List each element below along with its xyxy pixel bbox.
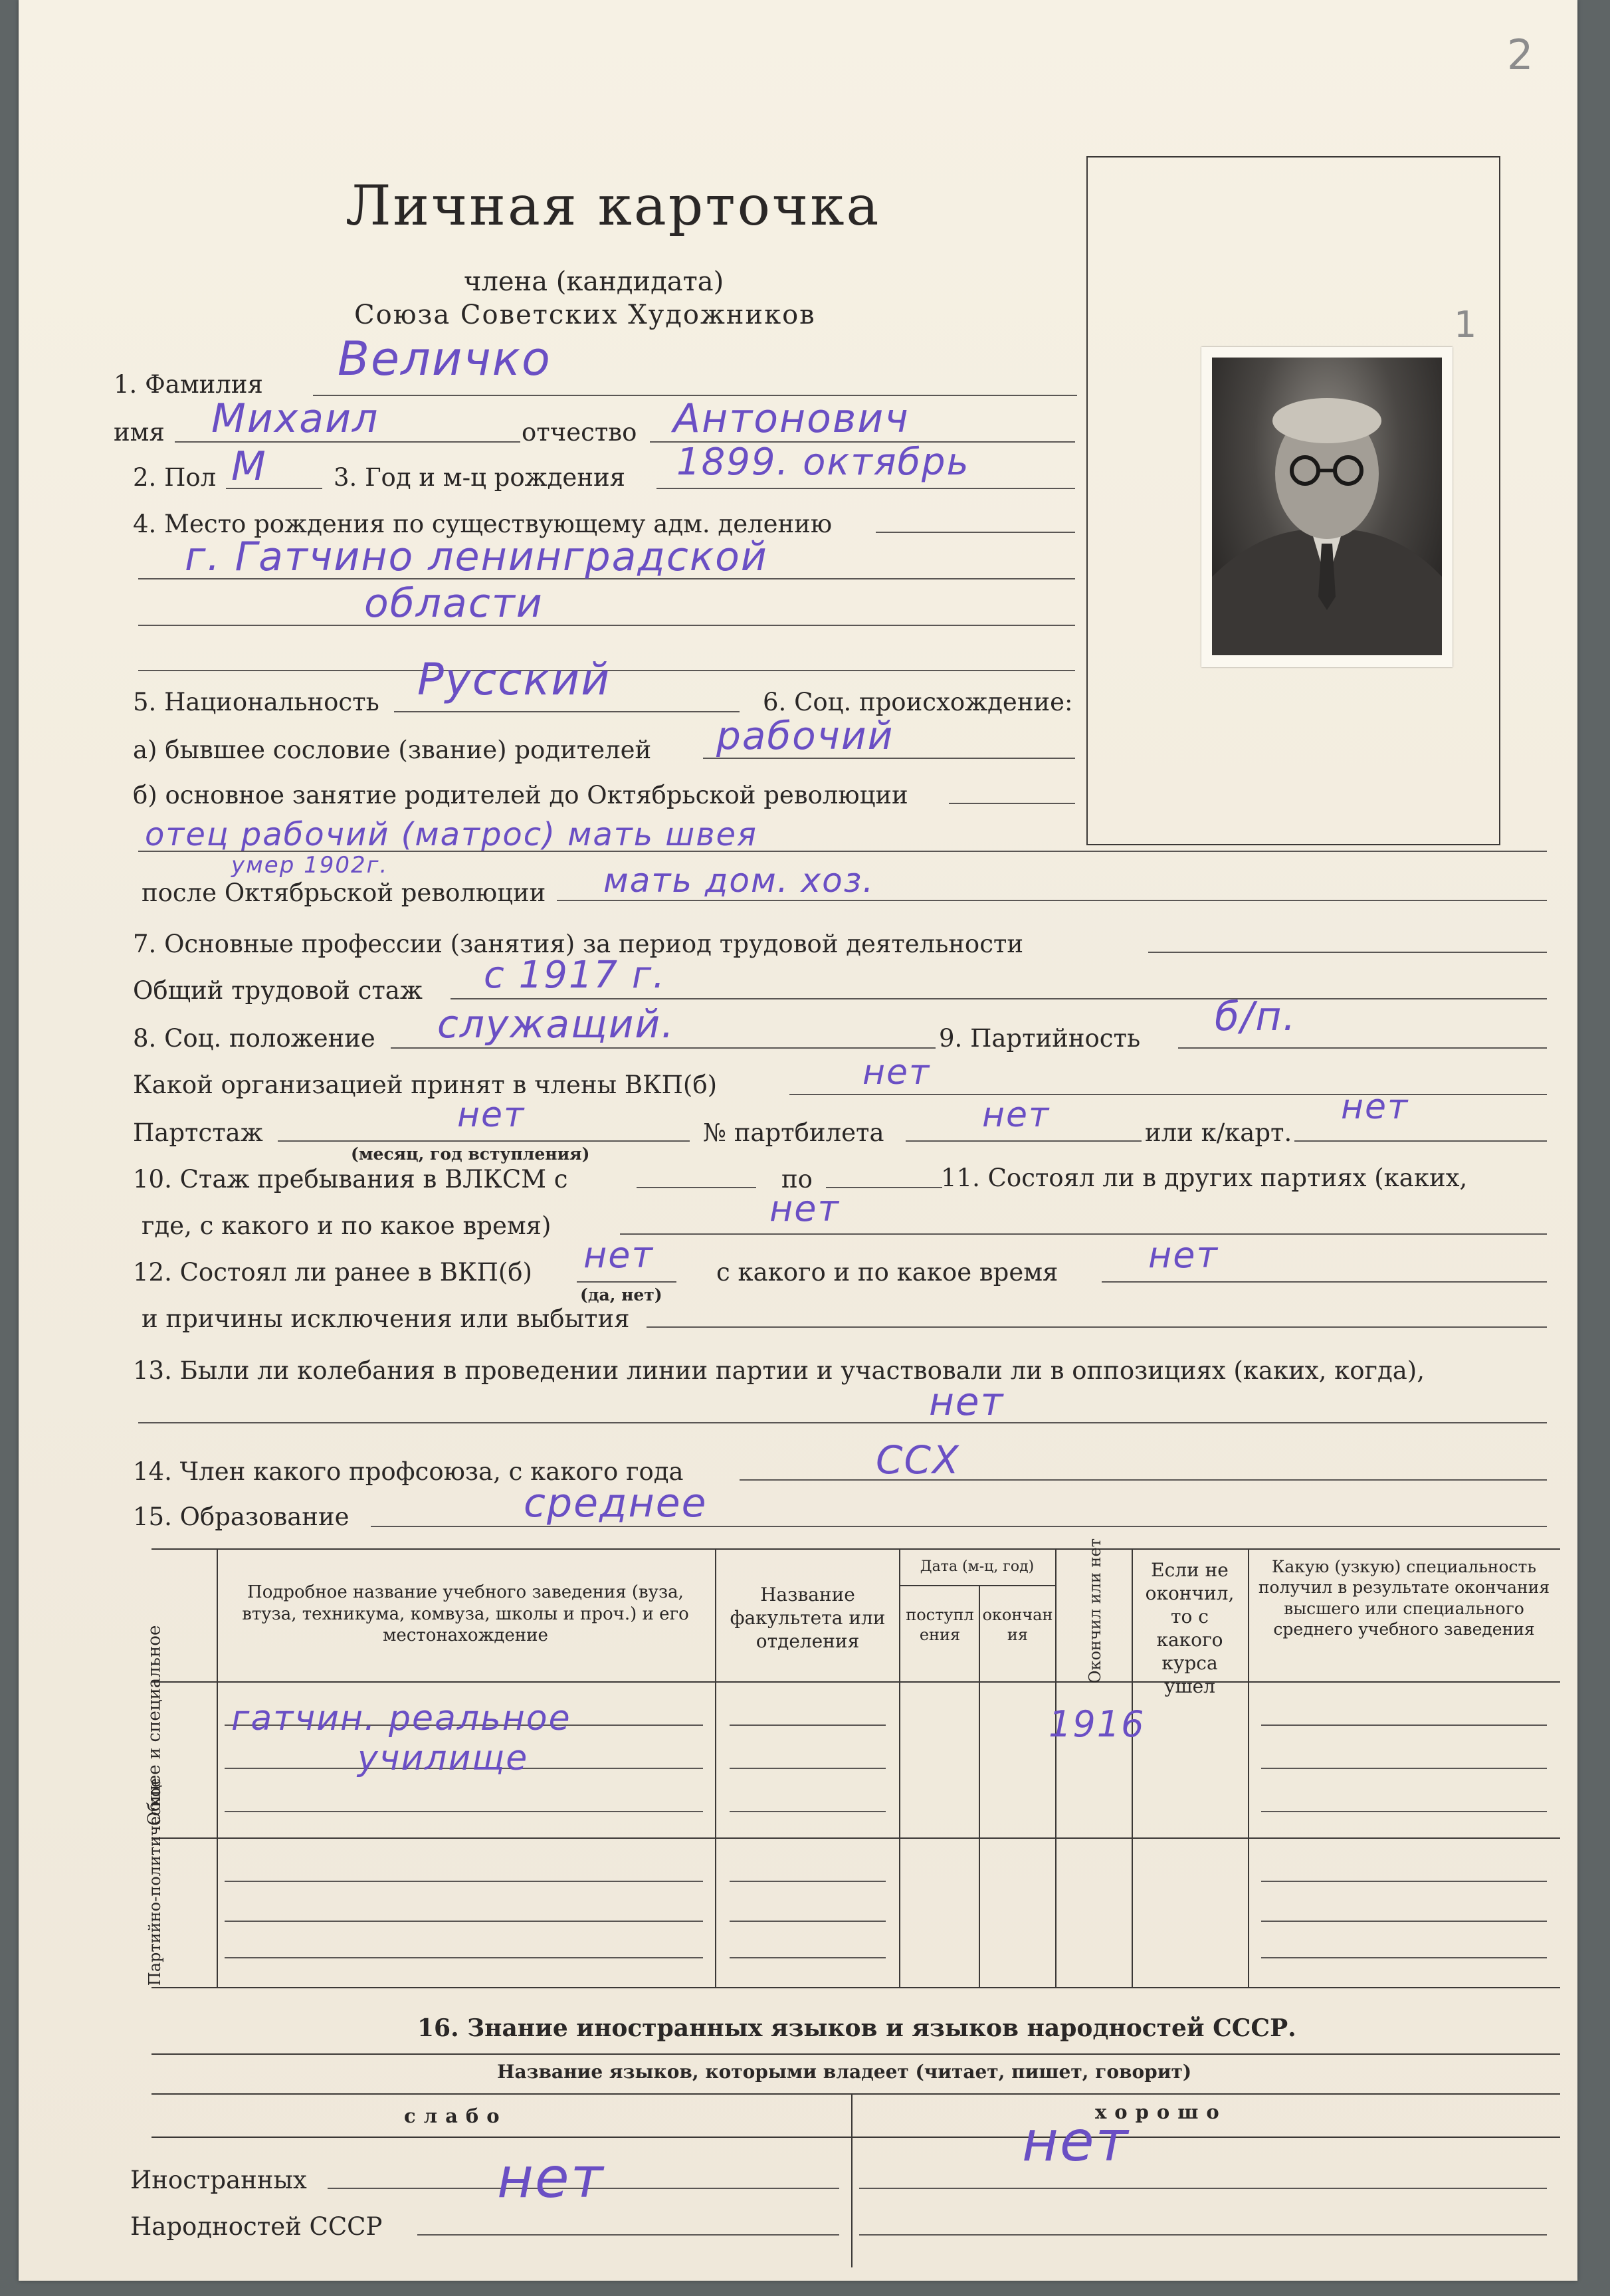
other-parties-label: 11. Состоял ли в других партиях (каких, bbox=[941, 1164, 1468, 1192]
earlier-when-value: нет bbox=[1148, 1234, 1219, 1276]
earlier-value: нет bbox=[583, 1234, 654, 1276]
row-general-label: Общее и специальное bbox=[144, 1625, 165, 1826]
birth-value: 1899. октябрь bbox=[676, 441, 970, 484]
languages-good-value: нет bbox=[1022, 2109, 1130, 2174]
col-entry: поступления bbox=[906, 1606, 974, 1644]
occupation-before-value: отец рабочий (матрос) мать швея bbox=[145, 816, 757, 853]
foreign-languages-label: Иностранных bbox=[130, 2166, 307, 2194]
occupation-before-label: б) основное занятие родителей до Октябрьской революции bbox=[133, 781, 908, 809]
social-value: служащий. bbox=[437, 1001, 675, 1047]
union-value: ССХ bbox=[876, 1437, 960, 1483]
col-end: окончания bbox=[982, 1606, 1053, 1644]
languages-good-header: хорошо bbox=[1095, 2101, 1227, 2123]
ussr-languages-label: Народностей СССР bbox=[130, 2212, 383, 2241]
party-exp-hint: (месяц, год вступления) bbox=[351, 1144, 590, 1164]
occupation-after-label: после Октябрьской революции bbox=[142, 879, 546, 907]
portrait-figure bbox=[1212, 358, 1442, 655]
estate-value: рабочий bbox=[716, 713, 894, 758]
party-value: б/п. bbox=[1215, 993, 1297, 1040]
party-exp-label: Партстаж bbox=[133, 1118, 263, 1147]
col-specialty: Какую (узкую) специальность получил в результате окончания высшего или специального среднего учебного заведения bbox=[1258, 1557, 1550, 1639]
work-exp-value: с 1917 г. bbox=[484, 954, 666, 997]
other-parties-value: нет bbox=[769, 1188, 840, 1229]
col-finished: Окончил или нет bbox=[1085, 1538, 1104, 1684]
patronymic-value: Антонович bbox=[673, 395, 910, 442]
org-label: Какой организацией принят в члены ВКП(б) bbox=[133, 1071, 718, 1099]
org-value: нет bbox=[862, 1053, 931, 1093]
card-title: Личная карточка bbox=[346, 175, 881, 238]
edu-institution-line2: училище bbox=[357, 1738, 529, 1778]
languages-weak-value: нет bbox=[497, 2145, 605, 2210]
work-exp-label: Общий трудовой стаж bbox=[133, 976, 423, 1005]
union-label: 14. Член какого профсоюза, с какого года bbox=[133, 1457, 684, 1486]
cand-card-value: нет bbox=[1341, 1087, 1409, 1127]
surname-value: Величко bbox=[338, 332, 552, 386]
education-value: среднее bbox=[524, 1480, 708, 1526]
profession-label: 7. Основные профессии (занятия) за период трудовой деятельности bbox=[133, 930, 1024, 958]
cand-card-label: или к/карт. bbox=[1145, 1118, 1292, 1147]
sex-label: 2. Пол bbox=[133, 463, 217, 492]
hesitation-label: 13. Были ли колебания в проведении линии партии и участвовали ли в оппозициях (каких, когда), bbox=[133, 1356, 1425, 1385]
birthplace-label: 4. Место рождения по существующему адм. делению bbox=[133, 510, 833, 538]
birthplace-value-line2: области bbox=[364, 580, 544, 627]
nationality-value: Русский bbox=[417, 654, 611, 705]
portrait-photo bbox=[1201, 347, 1453, 667]
nationality-label: 5. Национальность bbox=[133, 688, 379, 716]
languages-subtitle: Название языков, которыми владеет (читает, пишет, говорит) bbox=[497, 2061, 1192, 2083]
party-label: 9. Партийность bbox=[939, 1024, 1141, 1053]
earlier-hint: (да, нет) bbox=[580, 1285, 662, 1305]
edu-finished-value: 1916 bbox=[1049, 1703, 1146, 1745]
komsomol-to: по bbox=[781, 1165, 813, 1194]
occupation-before-note: умер 1902г. bbox=[231, 852, 389, 879]
page-number: 2 bbox=[1507, 31, 1534, 79]
earlier-label: 12. Состоял ли ранее в ВКП(б) bbox=[133, 1258, 532, 1287]
exclusion-label: и причины исключения или выбытия bbox=[142, 1305, 630, 1333]
party-card-value: нет bbox=[982, 1095, 1051, 1135]
photo-number: 1 bbox=[1454, 304, 1477, 346]
col-not-finished: Если не окончил, то с какого курса ушел bbox=[1145, 1559, 1235, 1697]
earlier-when-label: с какого и по какое время bbox=[716, 1258, 1058, 1287]
col-date: Дата (м-ц, год) bbox=[920, 1558, 1035, 1575]
card-subtitle-union: Союза Советских Художников bbox=[354, 300, 816, 330]
origin-label: 6. Соц. происхождение: bbox=[763, 688, 1073, 716]
other-parties-label2: где, с какого и по какое время) bbox=[142, 1211, 552, 1240]
personal-card-page bbox=[19, 0, 1577, 2281]
party-card-label: № партбилета bbox=[703, 1118, 884, 1147]
party-exp-value: нет bbox=[457, 1095, 526, 1135]
komsomol-label: 10. Стаж пребывания в ВЛКСМ с bbox=[133, 1165, 568, 1194]
sex-value: М bbox=[231, 443, 267, 490]
surname-label: 1. Фамилия bbox=[114, 370, 263, 399]
birth-label: 3. Год и м-ц рождения bbox=[334, 463, 625, 492]
col-institution: Подробное название учебного заведения (вуза, втуза, техникума, комвуза, школы и проч.) и его местонахождение bbox=[242, 1582, 689, 1645]
hesitation-value: нет bbox=[929, 1379, 1005, 1424]
occupation-after-value: мать дом. хоз. bbox=[603, 861, 875, 900]
languages-title: 16. Знание иностранных языков и языков народностей СССР. bbox=[417, 2014, 1296, 2042]
row-political-label: Партийно-политическое bbox=[145, 1778, 164, 1986]
languages-weak-header: слабо bbox=[404, 2105, 508, 2127]
name-label: имя bbox=[114, 418, 165, 447]
card-subtitle-member: члена (кандидата) bbox=[464, 266, 724, 297]
edu-institution-line1: гатчин. реальное bbox=[231, 1699, 571, 1738]
estate-label: а) бывшее сословие (звание) родителей bbox=[133, 736, 652, 764]
col-faculty: Название факультета или отделения bbox=[730, 1584, 886, 1652]
patronymic-label: отчество bbox=[522, 418, 637, 447]
name-value: Михаил bbox=[211, 395, 379, 442]
education-label: 15. Образование bbox=[133, 1503, 350, 1531]
social-label: 8. Соц. положение bbox=[133, 1024, 375, 1053]
birthplace-value-line1: г. Гатчино ленинградской bbox=[185, 534, 768, 580]
